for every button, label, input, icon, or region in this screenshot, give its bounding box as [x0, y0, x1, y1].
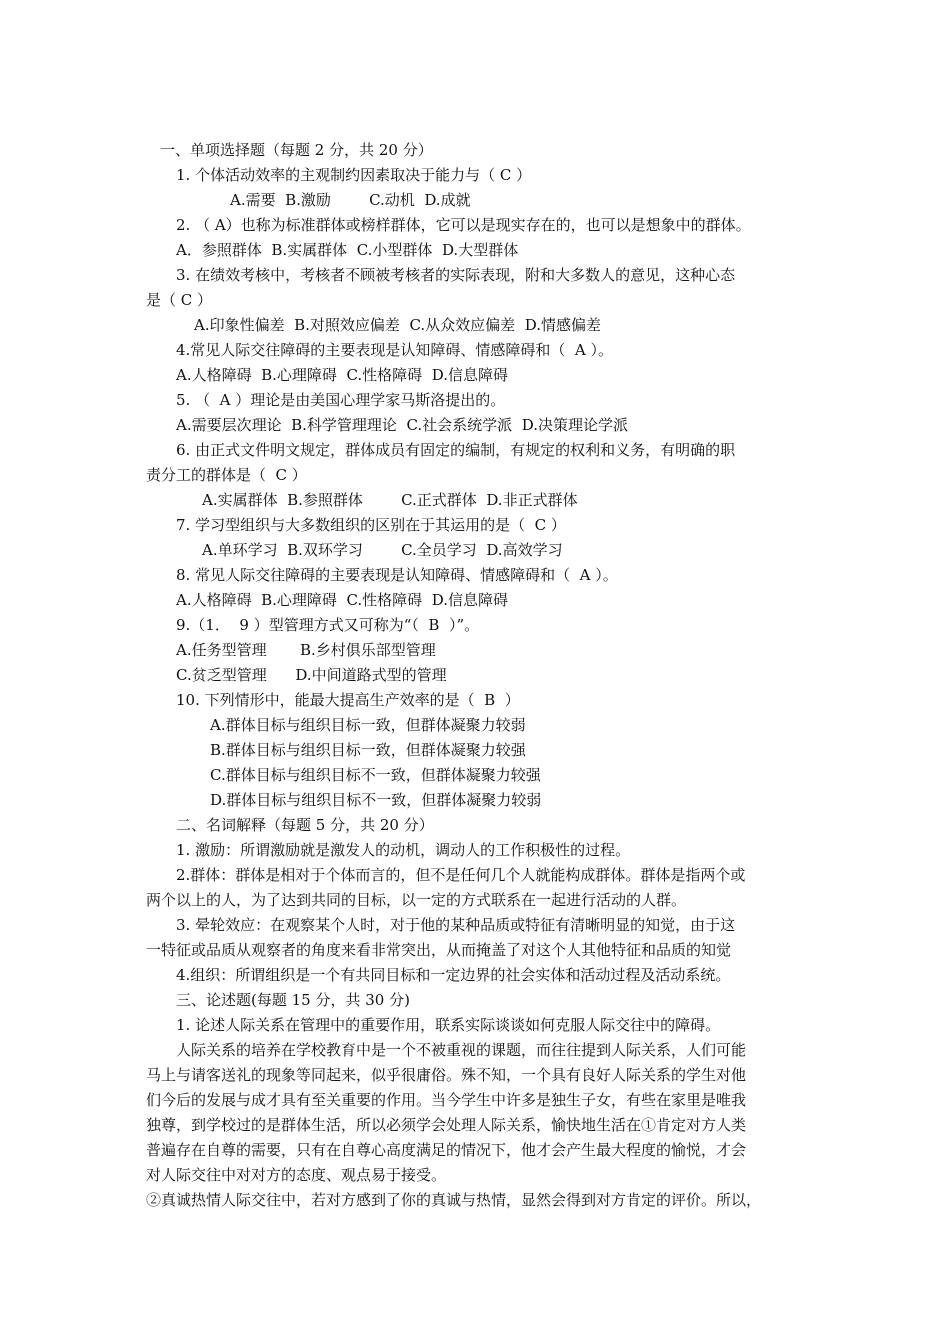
question-stem: 5. （ A ）理论是由美国心理学家马斯洛提出的。	[176, 391, 506, 409]
essay-paragraph-line: ②真诚热情人际交往中，若对方感到了你的真诚与热情，显然会得到对方肯定的评价。所以，	[146, 1191, 762, 1209]
question-stem: 10. 下列情形中，能最大提高生产效率的是（ B ）	[176, 691, 520, 709]
question-options: A.印象性偏差 B.对照效应偏差 C.从众效应偏差 D.情感偏差	[194, 316, 601, 334]
question-options: A.人格障碍 B.心理障碍 C.性格障碍 D.信息障碍	[176, 591, 508, 609]
essay-question: 1. 论述人际关系在管理中的重要作用，联系实际谈谈如何克服人际交往中的障碍。	[176, 1016, 721, 1034]
term-definition: 4.组织：所谓组织是一个有共同目标和一定边界的社会实体和活动过程及活动系统。	[176, 966, 731, 984]
essay-paragraph-line: 们今后的发展与成才具有至关重要的作用。当今学生中许多是独生子女，有些在家里是唯我	[146, 1091, 747, 1109]
section-title-single-choice: 一、单项选择题（每题 2 分，共 20 分）	[160, 141, 433, 159]
question-stem-continued: 责分工的群体是（ C ）	[146, 466, 307, 484]
term-definition: 3. 晕轮效应：在观察某个人时，对于他的某种品质或特征有清晰明显的知觉，由于这	[176, 916, 736, 934]
question-option: D.群体目标与组织目标不一致，但群体凝聚力较弱	[210, 791, 542, 809]
essay-paragraph-line: 对人际交往中对对方的态度、观点易于接受。	[146, 1166, 447, 1184]
section-title-term-explanation: 二、名词解释（每题 5 分，共 20 分）	[176, 816, 434, 834]
question-option: C.群体目标与组织目标不一致，但群体凝聚力较强	[210, 766, 541, 784]
question-option: B.群体目标与组织目标一致，但群体凝聚力较强	[210, 741, 526, 759]
question-stem: 6. 由正式文件明文规定，群体成员有固定的编制，有规定的权利和义务，有明确的职	[176, 441, 736, 459]
question-stem: 4.常见人际交往障碍的主要表现是认知障碍、情感障碍和（ A ）。	[176, 341, 613, 359]
essay-paragraph-line: 马上与请客送礼的现象等同起来，似乎很庸俗。殊不知，一个具有良好人际关系的学生对他	[146, 1066, 747, 1084]
question-option: A.群体目标与组织目标一致，但群体凝聚力较弱	[210, 716, 526, 734]
question-options: A.任务型管理 B.乡村俱乐部型管理	[176, 641, 436, 659]
question-stem-continued: 是（ C ）	[146, 291, 213, 309]
term-definition: 2.群体：群体是相对于个体而言的，但不是任何几个人就能构成群体。群体是指两个或	[176, 866, 746, 884]
section-title-essay: 三、论述题(每题 15 分，共 30 分)	[176, 991, 410, 1009]
term-definition: 1. 激励：所谓激励就是激发人的动机，调动人的工作积极性的过程。	[176, 841, 631, 859]
question-stem: 9.（1． 9 ）型管理方式又可称为“（ B ）”。	[176, 616, 480, 634]
question-options: A.需要层次理论 B.科学管理理论 C.社会系统学派 D.决策理论学派	[176, 416, 628, 434]
question-stem: 2. （ A）也称为标准群体或榜样群体，它可以是现实存在的，也可以是想象中的群体。	[176, 216, 751, 234]
term-definition-continued: 一特征或品质从观察者的角度来看非常突出，从而掩盖了对这个人其他特征和品质的知觉	[146, 941, 732, 959]
question-stem: 3. 在绩效考核中，考核者不顾被考核者的实际表现，附和大多数人的意见，这种心态	[176, 266, 736, 284]
essay-paragraph-line: 独尊，到学校过的是群体生活，所以必须学会处理人际关系，愉快地生活在①肯定对方人类	[146, 1116, 747, 1134]
question-stem: 8. 常见人际交往障碍的主要表现是认知障碍、情感障碍和（ A ）。	[176, 566, 618, 584]
essay-paragraph-line: 普遍存在自尊的需要，只有在自尊心高度满足的情况下，他才会产生最大程度的愉悦，才会	[146, 1141, 747, 1159]
question-options: A.人格障碍 B.心理障碍 C.性格障碍 D.信息障碍	[176, 366, 508, 384]
question-stem: 7. 学习型组织与大多数组织的区别在于其运用的是（ C ）	[176, 516, 566, 534]
question-options: A.实属群体 B.参照群体 C.正式群体 D.非正式群体	[202, 491, 578, 509]
essay-paragraph-line: 人际关系的培养在学校教育中是一个不被重视的课题，而往往提到人际关系，人们可能	[176, 1041, 747, 1059]
question-options: A.需要 B.激励 C.动机 D.成就	[230, 191, 471, 209]
question-options: C.贫乏型管理 D.中间道路式型的管理	[176, 666, 447, 684]
question-options: A．参照群体 B.实属群体 C.小型群体 D.大型群体	[176, 241, 519, 259]
term-definition-continued: 两个以上的人，为了达到共同的目标，以一定的方式联系在一起进行活动的人群。	[146, 891, 687, 909]
question-options: A.单环学习 B.双环学习 C.全员学习 D.高效学习	[202, 541, 563, 559]
question-stem: 1. 个体活动效率的主观制约因素取决于能力与（ C ）	[176, 166, 532, 184]
